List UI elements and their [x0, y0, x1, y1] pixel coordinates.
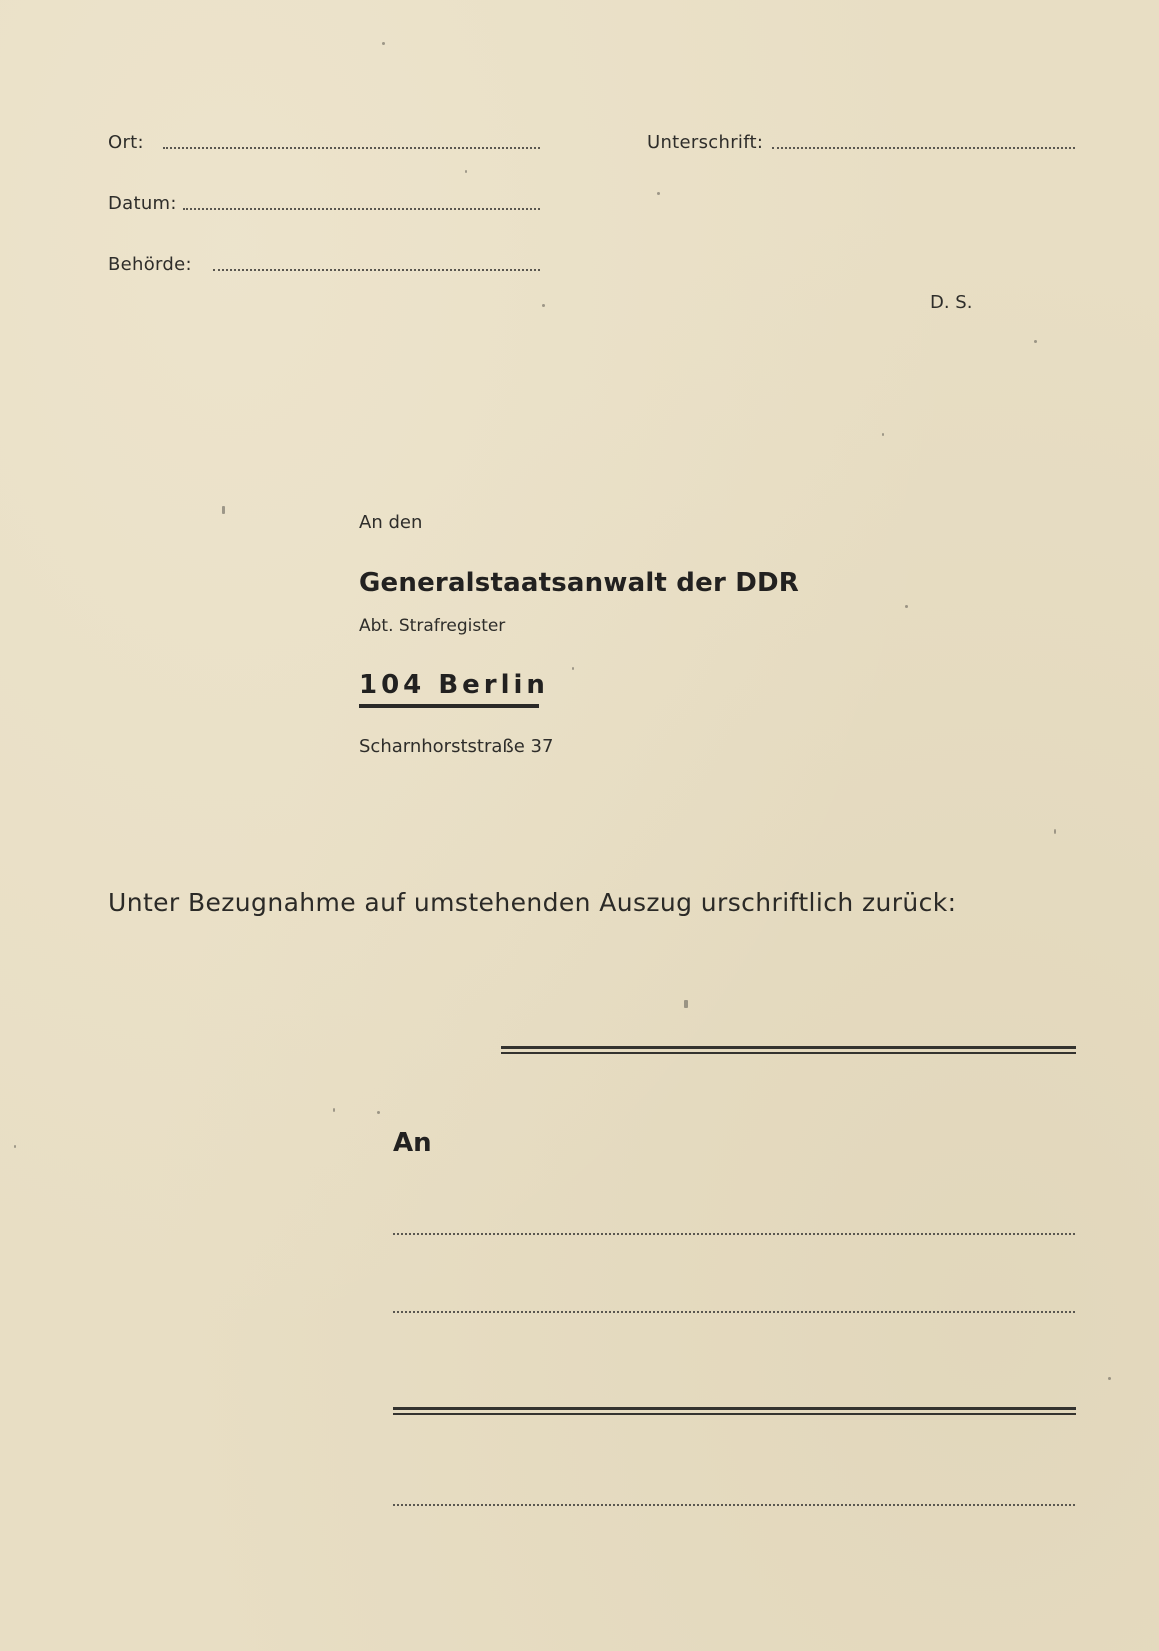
paper-speck: [542, 304, 545, 307]
paper-speck: [684, 1000, 688, 1008]
paper-speck: [1054, 829, 1056, 834]
unterschrift-label: Unterschrift:: [647, 132, 764, 153]
ds-label: D. S.: [930, 292, 973, 313]
paper-speck: [222, 506, 225, 514]
paper-speck: [377, 1111, 380, 1114]
return-address-line-3[interactable]: [393, 1504, 1075, 1506]
city-underline: [359, 704, 539, 708]
recipient-name: Generalstaatsanwalt der DDR: [359, 568, 800, 598]
paper-speck: [882, 433, 884, 436]
paper-speck: [1034, 340, 1037, 343]
reference-text: Unter Bezugnahme auf umstehenden Auszug urschriftlich zurück:: [108, 888, 957, 917]
return-address-label: An: [393, 1128, 432, 1158]
recipient-street: Scharnhorststraße 37: [359, 736, 554, 757]
datum-field[interactable]: [183, 208, 540, 210]
ort-label: Ort:: [108, 132, 144, 153]
recipient-department: Abt. Strafregister: [359, 616, 506, 636]
paper-speck: [382, 42, 385, 45]
behoerde-field[interactable]: [213, 269, 540, 271]
behoerde-label: Behörde:: [108, 254, 192, 275]
paper-speck: [657, 192, 660, 195]
recipient-city: 104 Berlin: [359, 670, 549, 700]
paper-speck: [14, 1145, 16, 1148]
paper-speck: [572, 667, 574, 670]
recipient-salutation: An den: [359, 512, 423, 533]
paper-speck: [333, 1108, 335, 1112]
paper-speck: [1108, 1377, 1111, 1380]
return-address-line-2[interactable]: [393, 1311, 1075, 1313]
return-address-line-1[interactable]: [393, 1233, 1075, 1235]
paper-speck: [905, 605, 908, 608]
ort-field[interactable]: [163, 147, 540, 149]
return-address-rule: [393, 1407, 1076, 1415]
unterschrift-field[interactable]: [772, 147, 1075, 149]
signature-rule: [501, 1046, 1076, 1054]
paper-speck: [465, 170, 467, 173]
datum-label: Datum:: [108, 193, 177, 214]
